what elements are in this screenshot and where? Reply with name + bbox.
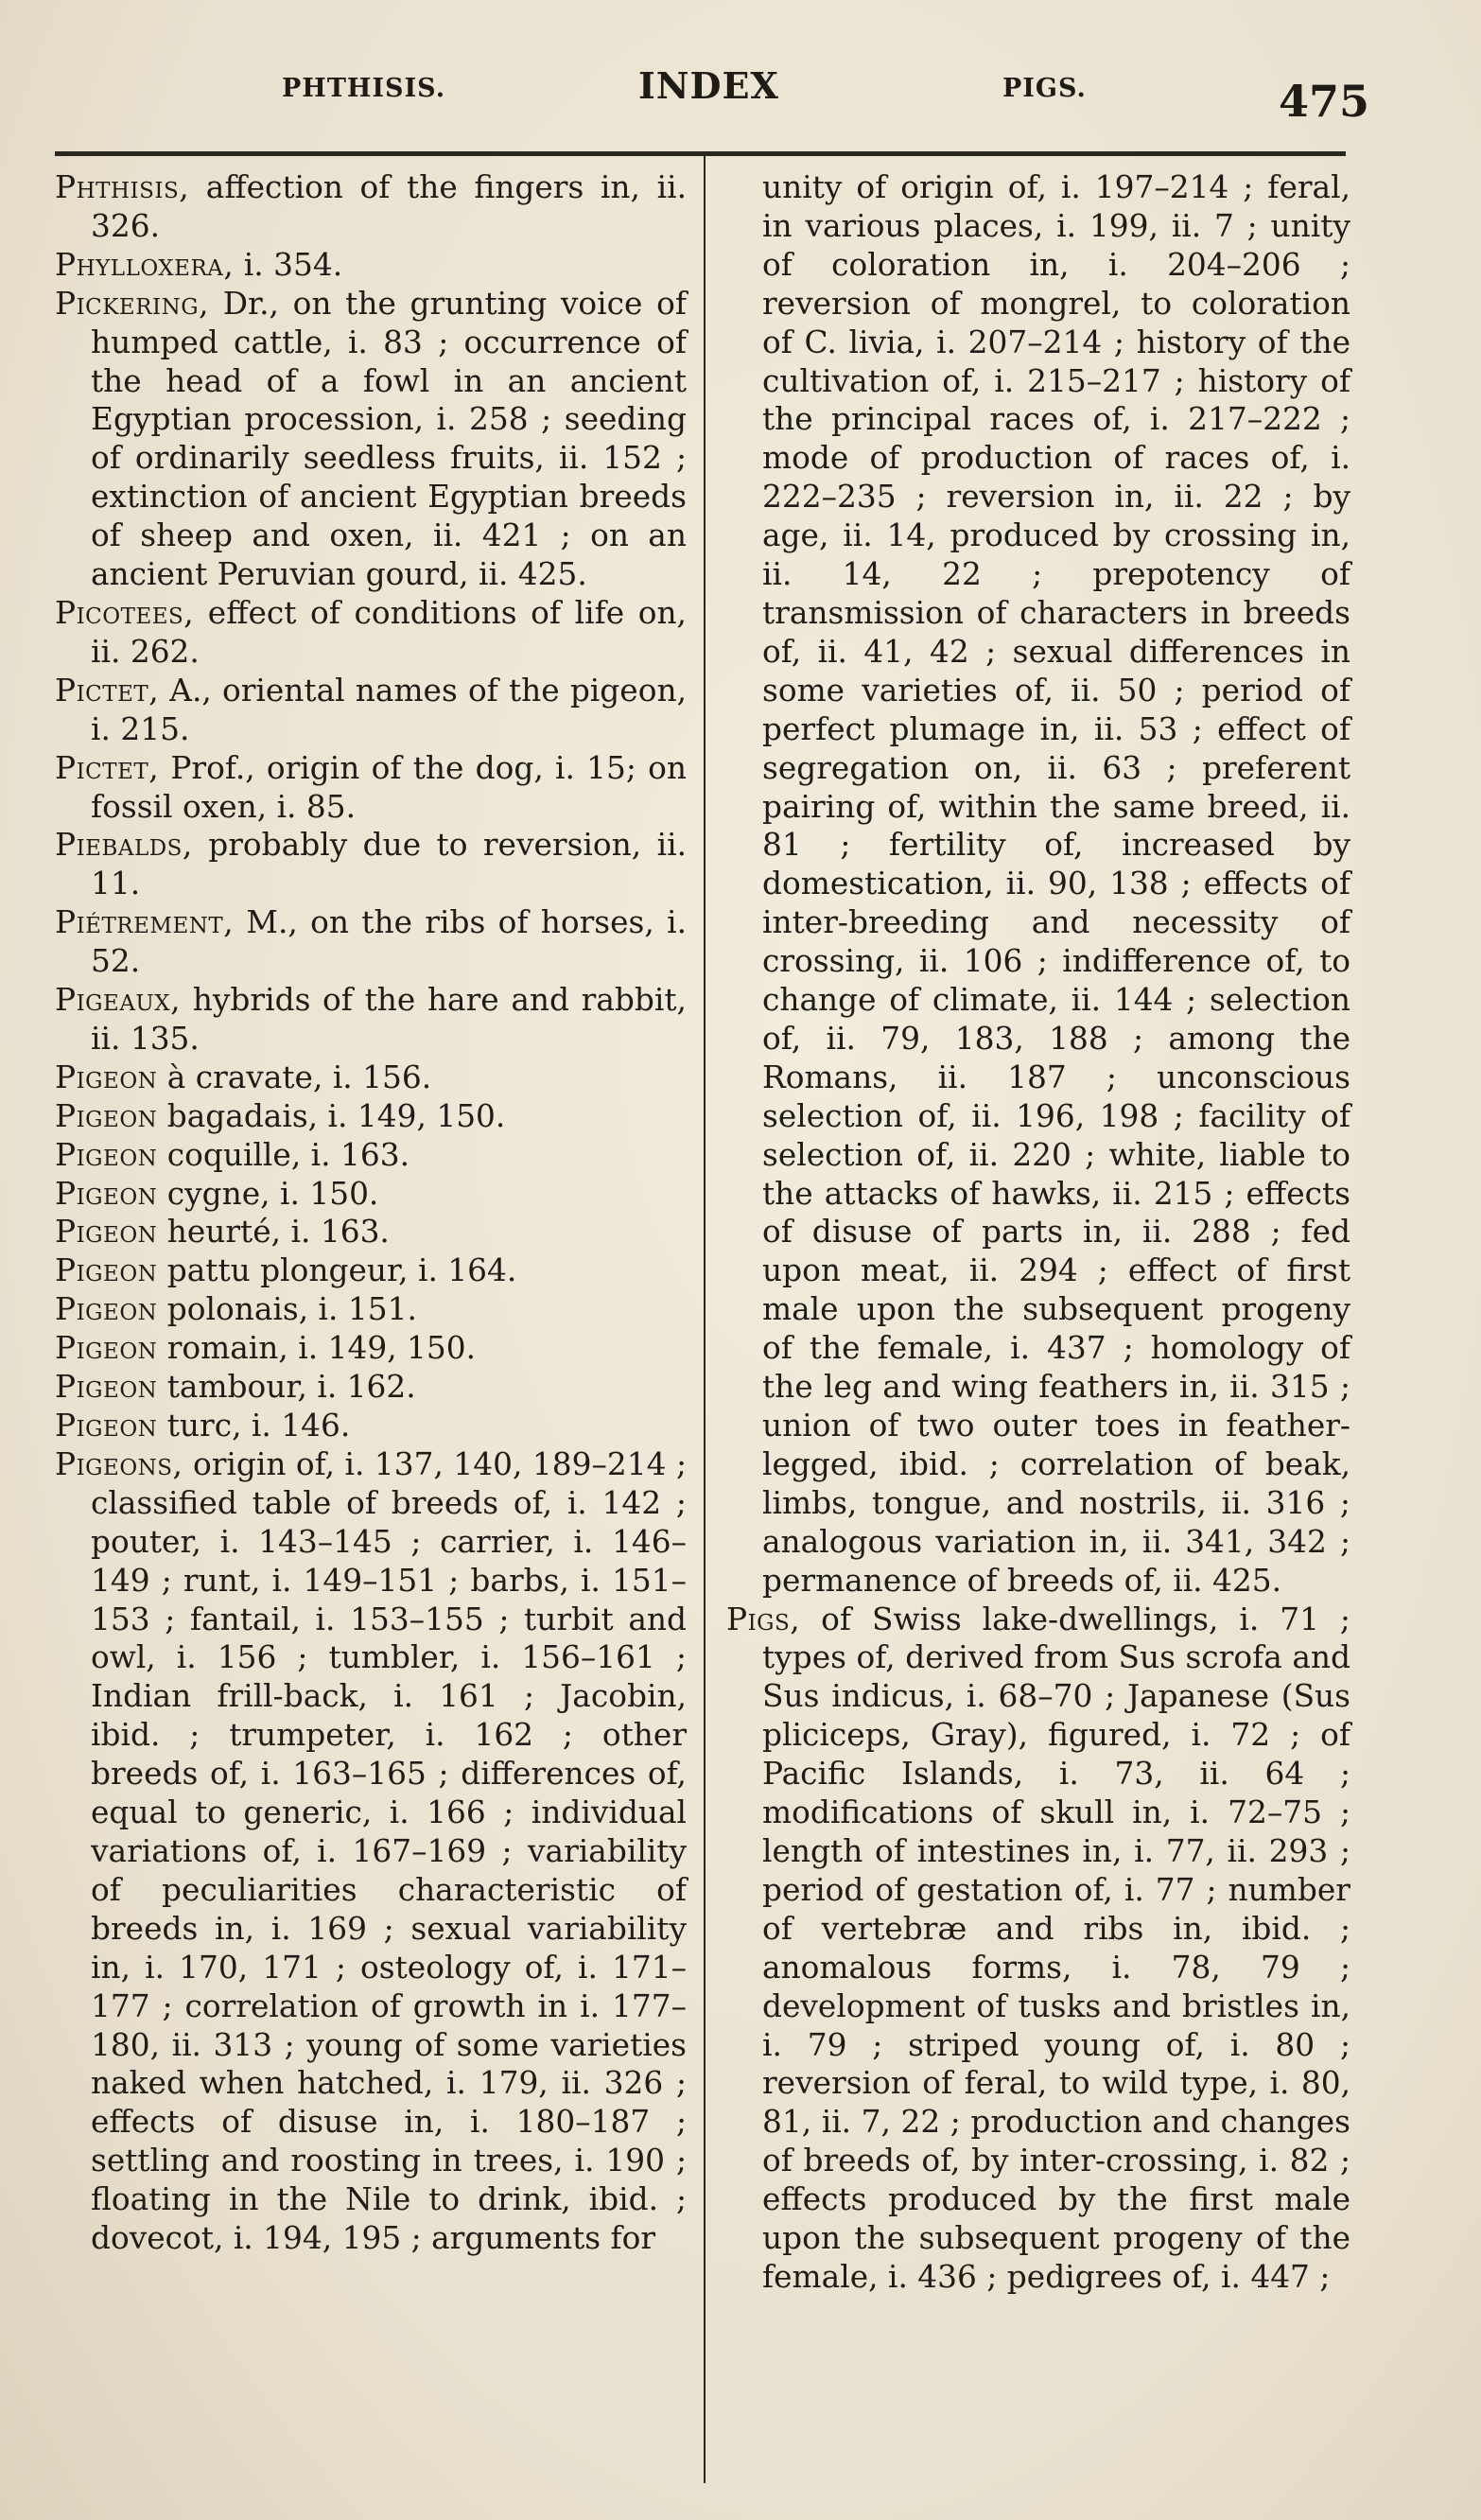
entry-heading: Pigeon	[55, 1059, 158, 1095]
entry-heading: Phthisis,	[55, 169, 190, 205]
index-entry	[55, 285, 687, 594]
entry-heading: Pigeon	[55, 1175, 158, 1212]
index-entry	[55, 246, 687, 285]
index-entry	[55, 749, 687, 827]
entry-heading: Pigeon	[55, 1097, 158, 1134]
entry-heading: Picotees,	[55, 594, 195, 631]
entry-heading: Pigeons,	[55, 1445, 183, 1482]
entry-text: hybrids of the hare and rabbit, ii. 135.	[91, 982, 687, 1057]
index-entry	[55, 1290, 687, 1329]
entry-text: bagadais, i. 149, 150.	[157, 1097, 506, 1134]
index-entry	[55, 1329, 687, 1368]
index-entry	[55, 1059, 687, 1097]
entry-heading: Pictet,	[55, 672, 160, 709]
column-divider	[704, 156, 706, 2483]
index-entry	[55, 168, 687, 246]
entry-heading: Pigeon	[55, 1408, 158, 1444]
entry-heading: Pigeon	[55, 1369, 158, 1406]
entry-heading: Pickering,	[55, 285, 210, 322]
page-number: 475	[1279, 76, 1370, 127]
entry-text: i. 354.	[234, 246, 343, 283]
entry-text: polonais, i. 151.	[157, 1291, 417, 1328]
left-column	[55, 168, 687, 2258]
index-entry	[55, 1213, 687, 1251]
index-entry	[55, 1175, 687, 1214]
entry-text: turc, i. 146.	[157, 1408, 351, 1444]
entry-text: origin of, i. 137, 140, 189–214 ; classified table of breeds of, i. 142 ; pouter, i. 143–145 ; carrier, i. 146–149 ; runt, i. 149–151 ; barbs, i. 151–153 ; fantail, i. 153–155 ; turbit and owl, i. 156 ; tumbler, i. 156–161 ; Indian frill-back, i. 161 ; Jacobin, ibid. ; trumpeter, i. 162 ; other breeds of, i. 163–165 ; differences of, equal to generic, i. 166 ; individual variations of, i. 167–169 ; variability of peculiarities characteristic of breeds in, i. 169 ; sexual variability in, i. 170, 171 ; osteology of, i. 171–177 ; correlation of growth in i. 177–180, ii. 313 ; young of some varieties naked when hatched, i. 179, ii. 326 ; effects of disuse in, i. 180–187 ; settling and roosting in trees, i. 190 ; floating in the Nile to drink, ibid. ; dovecot, i. 194, 195 ; arguments for	[91, 1445, 687, 2257]
entry-text: à cravate, i. 156.	[157, 1059, 432, 1095]
index-entry	[55, 594, 687, 672]
entry-heading: Pigs,	[726, 1601, 801, 1637]
entry-text: A., oriental names of the pigeon, i. 215.	[91, 672, 687, 747]
index-entry	[55, 1407, 687, 1445]
entry-text: M., on the ribs of horses, i. 52.	[91, 904, 687, 980]
index-entry	[55, 672, 687, 749]
entry-text: effect of conditions of life on, ii. 262.	[91, 594, 687, 670]
index-entry	[55, 981, 687, 1059]
entry-heading: Piebalds,	[55, 827, 193, 864]
entry-heading: Pigeon	[55, 1291, 158, 1328]
entry-text: Dr., on the grunting voice of humped cattle, i. 83 ; occurrence of the head of a fowl in an ancient Egyptian procession, i. 258 ; seeding of ordinarily seedless fruits, ii. 152 ; extinction of ancient Egyptian breeds of sheep and oxen, ii. 421 ; on an ancient Peruvian gourd, ii. 425.	[91, 285, 687, 593]
entry-heading: Pigeon	[55, 1136, 158, 1173]
entry-text: Prof., origin of the dog, i. 15; on fossil oxen, i. 85.	[91, 749, 687, 825]
entry-text: affection of the fingers in, ii. 326.	[91, 169, 687, 244]
entry-text: cygne, i. 150.	[157, 1175, 379, 1212]
entry-text: tambour, i. 162.	[157, 1369, 416, 1406]
entry-text: of Swiss lake-dwellings, i. 71 ; types of, derived from Sus scrofa and Sus indicus, i. 68–70 ; Japanese (Sus pliciceps, Gray), figured, i. 72 ; of Pacific Islands, i. 73, ii. 64 ; modifications of skull in, i. 72–75 ; length of intestines in, i. 77, ii. 293 ; period of gestation of, i. 77 ; number of vertebræ and ribs in, ibid. ; anomalous forms, i. 78, 79 ; development of tusks and bristles in, i. 79 ; striped young of, i. 80 ; reversion of feral, to wild type, i. 80, 81, ii. 7, 22 ; production and changes of breeds of, by inter-crossing, i. 82 ; effects produced by the first male upon the subsequent progeny of the female, i. 436 ; pedigrees of, i. 447 ;	[762, 1601, 1350, 2295]
entry-heading: Pigeon	[55, 1214, 158, 1251]
right-column	[726, 168, 1350, 2297]
index-entry	[55, 1251, 687, 1290]
index-entry	[55, 826, 687, 903]
entry-text: pattu plongeur, i. 164.	[157, 1252, 517, 1289]
running-head-right: PIGS.	[1002, 74, 1087, 103]
running-head-left: PHTHISIS.	[282, 74, 446, 103]
index-entry	[55, 903, 687, 981]
index-entry-continuation	[726, 168, 1350, 1601]
index-entry	[55, 1136, 687, 1175]
entry-text: romain, i. 149, 150.	[157, 1330, 477, 1367]
running-head-title: INDEX	[638, 64, 779, 107]
entry-text: coquille, i. 163.	[157, 1136, 410, 1173]
index-entry	[55, 1368, 687, 1407]
entry-heading: Phylloxera,	[55, 246, 235, 283]
entry-text: probably due to reversion, ii. 11.	[91, 827, 687, 902]
index-entry	[55, 1445, 687, 2258]
entry-text: unity of origin of, i. 197–214 ; feral, in various places, i. 199, ii. 7 ; unity of coloration in, i. 204–206 ; reversion of mongrel, to coloration of C. livia, i. 207–214 ; history of the cultivation of, i. 215–217 ; history of the principal races of, i. 217–222 ; mode of production of races of, i. 222–235 ; reversion in, ii. 22 ; by age, ii. 14, produced by crossing in, ii. 14, 22 ; prepotency of transmission of characters in breeds of, ii. 41, 42 ; sexual differences in some varieties of, ii. 50 ; period of perfect plumage in, ii. 53 ; effect of segregation on, ii. 63 ; preferent pairing of, within the same breed, ii. 81 ; fertility of, increased by domestication, ii. 90, 138 ; effects of inter-breeding and necessity of crossing, ii. 106 ; indifference of, to change of climate, ii. 144 ; selection of, ii. 79, 183, 188 ; among the Romans, ii. 187 ; unconscious selection of, ii. 196, 198 ; facility of selection of, ii. 220 ; white, liable to the attacks of hawks, ii. 215 ; effects of disuse of parts in, ii. 288 ; fed upon meat, ii. 294 ; effect of first male upon the subsequent progeny of the female, i. 437 ; homology of the leg and wing feathers in, ii. 315 ; union of two outer toes in feather-legged, ibid. ; correlation of beak, limbs, tongue, and nostrils, ii. 316 ; analogous variation in, ii. 341, 342 ; permanence of breeds of, ii. 425.	[762, 169, 1350, 1599]
header-rule	[55, 151, 1346, 156]
index-entry	[55, 1097, 687, 1136]
entry-text: heurté, i. 163.	[157, 1214, 390, 1251]
entry-heading: Pigeon	[55, 1252, 158, 1289]
index-entry	[726, 1601, 1350, 2297]
entry-heading: Pictet,	[55, 749, 160, 786]
entry-heading: Pigeaux,	[55, 982, 182, 1019]
entry-heading: Piétrement,	[55, 904, 235, 941]
entry-heading: Pigeon	[55, 1330, 158, 1367]
